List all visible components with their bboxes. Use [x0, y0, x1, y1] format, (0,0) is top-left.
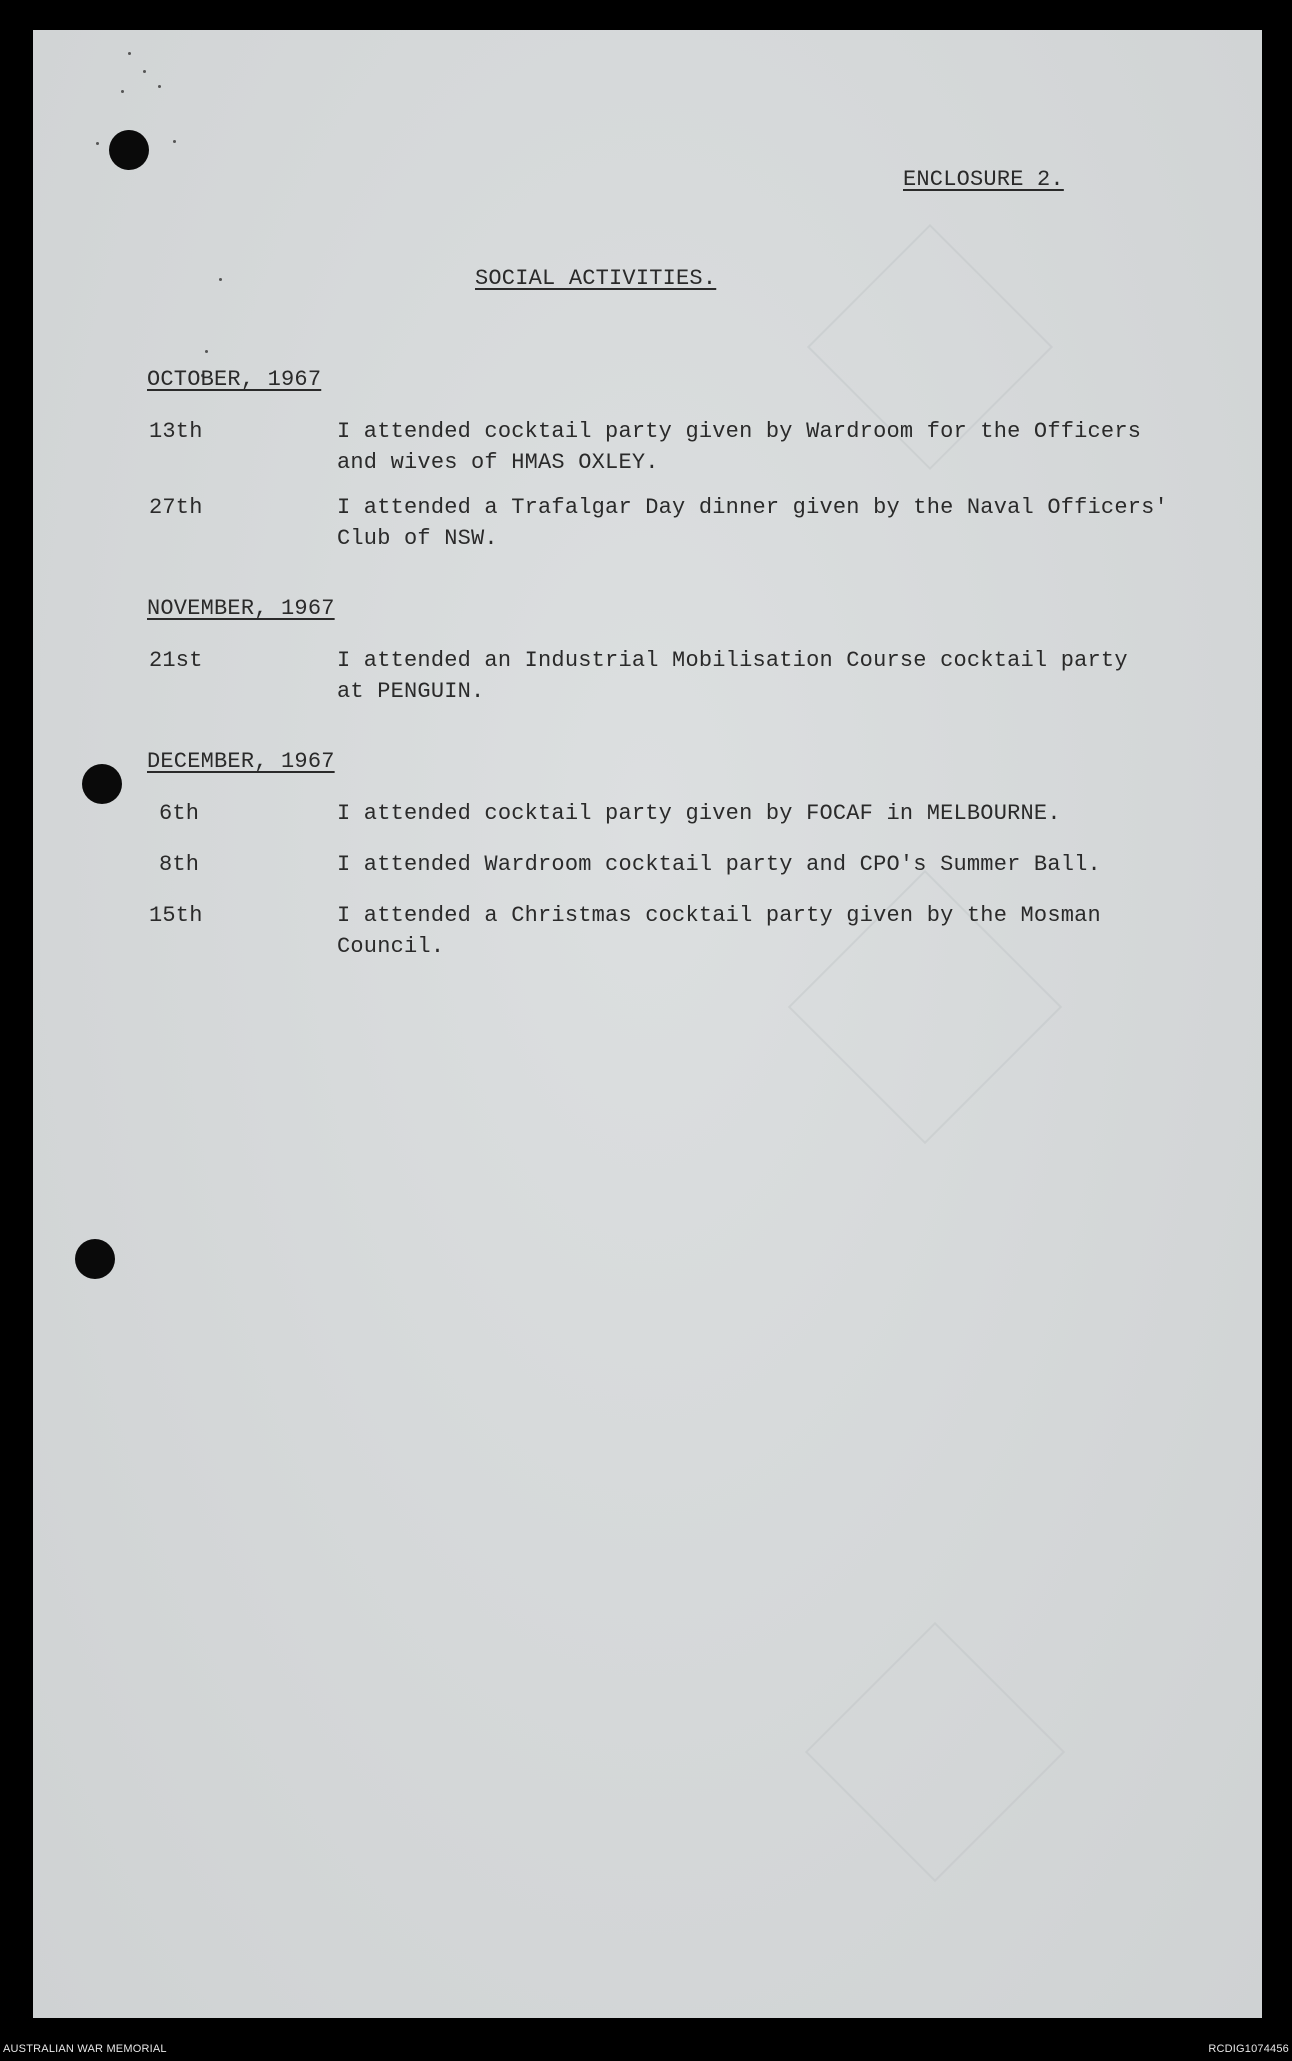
punch-hole-top	[109, 130, 149, 170]
punch-hole-middle	[82, 764, 122, 804]
entry-text-line: I attended cocktail party given by Wardroom for the Officers	[337, 419, 1142, 444]
entry-date: 27th	[149, 495, 203, 520]
paper-speck	[121, 90, 124, 93]
entry-text-line: Club of NSW.	[337, 526, 498, 551]
paper-speck	[205, 350, 208, 353]
paper-speck	[143, 70, 146, 73]
entry-date: 8th	[159, 852, 200, 877]
entry-date: 21st	[149, 648, 203, 673]
entry-date: 15th	[149, 903, 203, 928]
document-page	[33, 30, 1262, 2018]
month-heading-october: OCTOBER, 1967	[147, 367, 322, 392]
entry-text-line: I attended a Christmas cocktail party given by the Mosman	[337, 903, 1101, 928]
enclosure-label: ENCLOSURE 2.	[903, 167, 1064, 192]
entry-date: 13th	[149, 419, 203, 444]
entry-text-line: I attended cocktail party given by FOCAF in MELBOURNE.	[337, 801, 1061, 826]
entry-text-line: I attended an Industrial Mobilisation Course cocktail party	[337, 648, 1128, 673]
paper-speck	[128, 52, 131, 55]
entry-text-line: Council.	[337, 934, 445, 959]
page-title: SOCIAL ACTIVITIES.	[475, 266, 717, 291]
entry-date: 6th	[159, 801, 200, 826]
watermark-seal	[805, 1622, 1065, 1882]
paper-speck	[96, 142, 99, 145]
punch-hole-bottom	[75, 1239, 115, 1279]
paper-speck	[173, 140, 176, 143]
entry-text-line: and wives of HMAS OXLEY.	[337, 450, 659, 475]
footer-item-id: RCDIG1074456	[1208, 2043, 1289, 2055]
month-heading-december: DECEMBER, 1967	[147, 749, 335, 774]
entry-text-line: at PENGUIN.	[337, 679, 485, 704]
entry-text-line: I attended Wardroom cocktail party and CPO's Summer Ball.	[337, 852, 1101, 877]
footer-archive-credit: AUSTRALIAN WAR MEMORIAL	[3, 2043, 167, 2055]
paper-speck	[219, 278, 222, 281]
month-heading-november: NOVEMBER, 1967	[147, 596, 335, 621]
entry-text-line: I attended a Trafalgar Day dinner given by the Naval Officers'	[337, 495, 1168, 520]
paper-speck	[158, 85, 161, 88]
